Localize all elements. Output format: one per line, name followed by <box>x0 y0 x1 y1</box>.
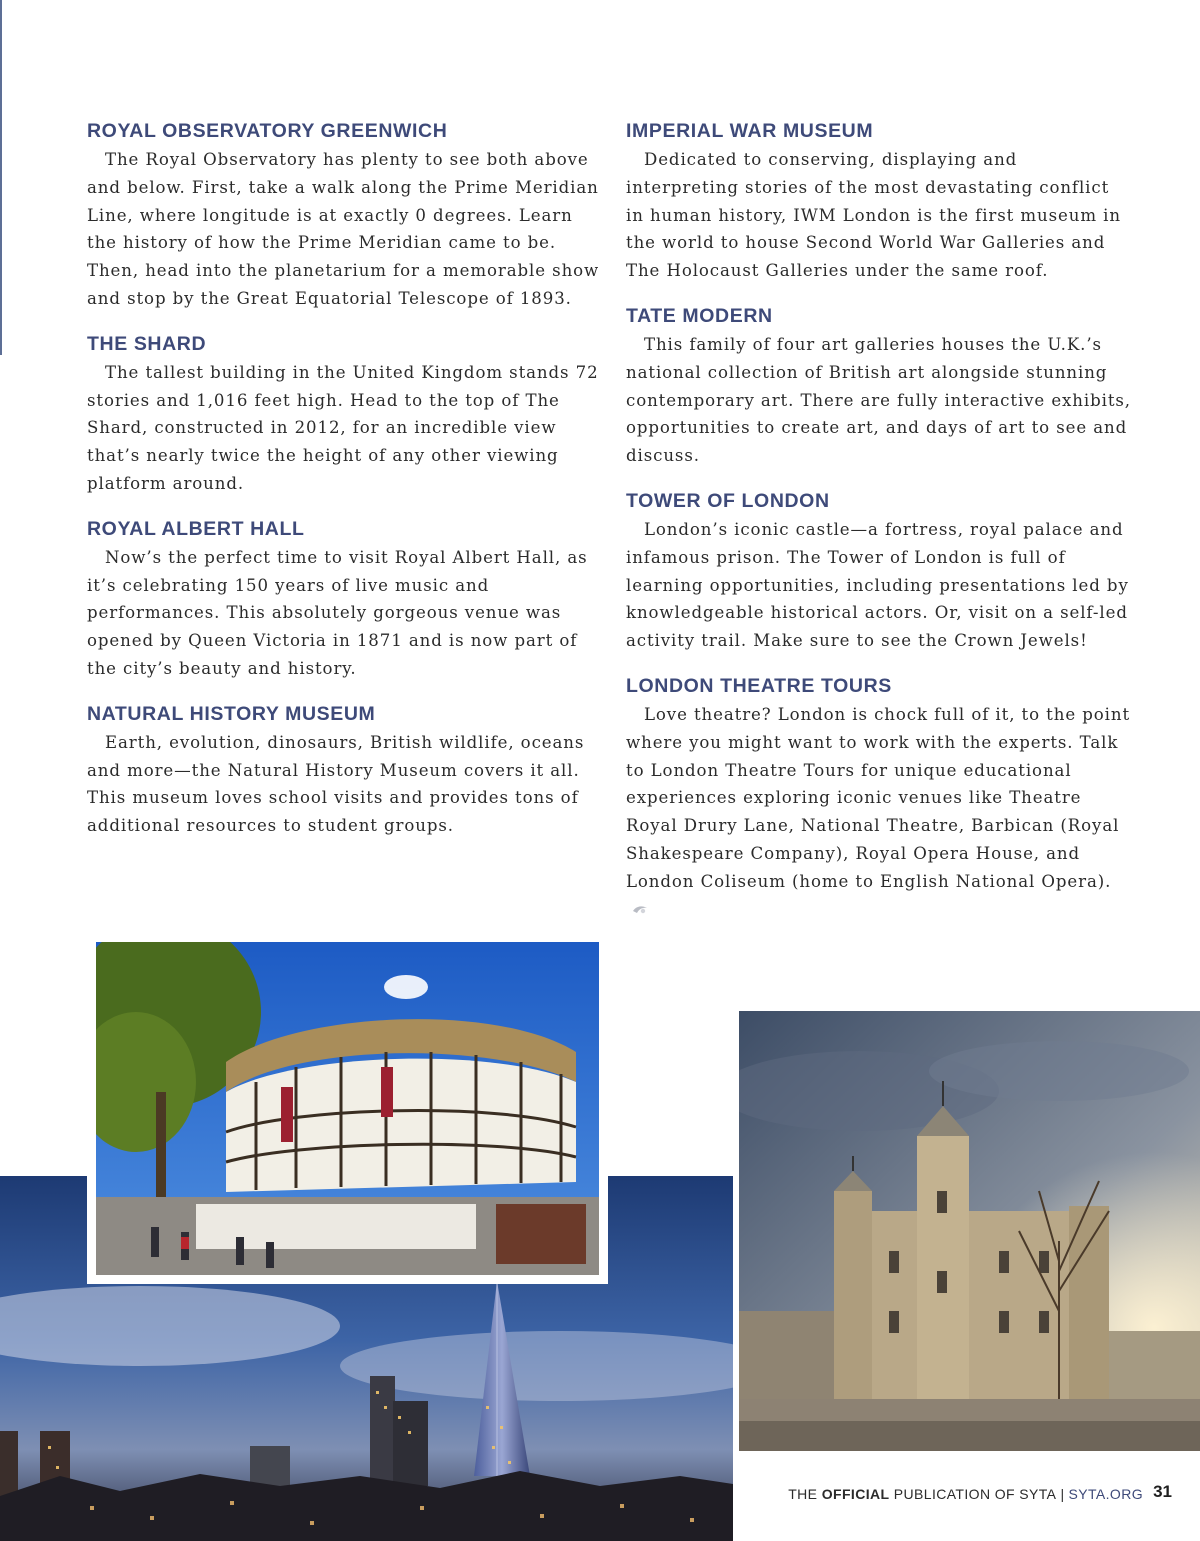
page-number: 31 <box>1153 1482 1172 1501</box>
section-heading: LONDON THEATRE TOURS <box>626 674 892 697</box>
left-column <box>87 118 602 858</box>
section-heading: ROYAL ALBERT HALL <box>87 517 305 540</box>
footer-official: OFFICIAL <box>821 1486 890 1502</box>
footer-site-link[interactable]: SYTA.ORG <box>1068 1486 1143 1502</box>
section-body <box>626 701 1131 923</box>
section-heading: ROYAL OBSERVATORY GREENWICH <box>87 120 448 142</box>
section-body: Now’s the perfect time to visit Royal Albert Hall, as it’s celebrating 150 years of live music and performances. This absolutely gorgeous venue was opened by Queen Victoria in 1871 and is now part of the city’s beauty and history. <box>87 547 588 678</box>
section-heading: IMPERIAL WAR MUSEUM <box>626 120 874 142</box>
section-body: London’s iconic castle—a fortress, royal palace and infamous prison. The Tower of London is full of learning opportunities, including presentations led by knowledgeable historical actors. Or, visit on a self-led activity trail. Make sure to see the Crown Jewels! <box>626 519 1129 651</box>
tower-of-london-photo <box>739 1011 1200 1451</box>
section-natural-history-museum <box>87 701 602 840</box>
footer-prefix: THE <box>788 1486 818 1502</box>
section-heading: NATURAL HISTORY MUSEUM <box>87 702 376 725</box>
section-body: This family of four art galleries houses the U.K.’s national collection of British art alongside stunning contemporary art. There are fully interactive exhibits, opportunities to create art, and days of art to see and discuss. <box>626 334 1131 466</box>
page-edge-rule <box>0 0 2 355</box>
section-body: Earth, evolution, dinosaurs, British wildlife, oceans and more—the Natural History Museum covers it all. This museum loves school visits and provides tons of additional resources to student groups. <box>87 732 585 836</box>
section-tate-modern <box>626 303 1131 470</box>
footer-publication: PUBLICATION OF SYTA <box>893 1486 1057 1502</box>
right-column <box>626 118 1131 941</box>
section-body-text: Love theatre? London is chock full of it, to the point where you might want to work with the experts. Talk to London Theatre Tours for unique educational experiences exploring iconic venues like Theatre Royal Drury Lane, National Theatre, Barbican (Royal Shakespeare Company), Royal Opera House, and London Coliseum (home to English National Opera). <box>626 704 1131 891</box>
section-london-theatre-tours <box>626 673 1131 923</box>
section-royal-albert-hall <box>87 516 602 683</box>
section-imperial-war-museum <box>626 118 1131 285</box>
section-heading: THE SHARD <box>87 332 207 355</box>
section-heading: TATE MODERN <box>626 304 773 327</box>
syta-end-mark-icon <box>632 905 648 915</box>
section-body: The Royal Observatory has plenty to see both above and below. First, take a walk along the Prime Meridian Line, where longitude is at exactly 0 degrees. Learn the history of how the Prime Meridian came to be. Then, head into the planetarium for a memorable show and stop by the Great Equatorial Telescope of 1893. <box>87 150 600 308</box>
section-body: The tallest building in the United Kingdom stands 72 stories and 1,016 feet high. Head to the top of The Shard, constructed in 2012, for an incredible view that’s nearly twice the height of any other viewing platform around. <box>87 362 599 493</box>
section-body: Dedicated to conserving, displaying and interpreting stories of the most devastating conflict in human history, IWM London is the first museum in the world to house Second World War Galleries and The Holocaust Galleries under the same roof. <box>626 150 1121 281</box>
section-royal-observatory <box>87 118 602 313</box>
section-the-shard <box>87 331 602 498</box>
page-footer <box>788 1486 1143 1502</box>
section-tower-of-london <box>626 488 1131 655</box>
footer-separator: | <box>1060 1486 1065 1502</box>
section-heading: TOWER OF LONDON <box>626 489 830 512</box>
globe-theatre-photo <box>96 942 599 1275</box>
